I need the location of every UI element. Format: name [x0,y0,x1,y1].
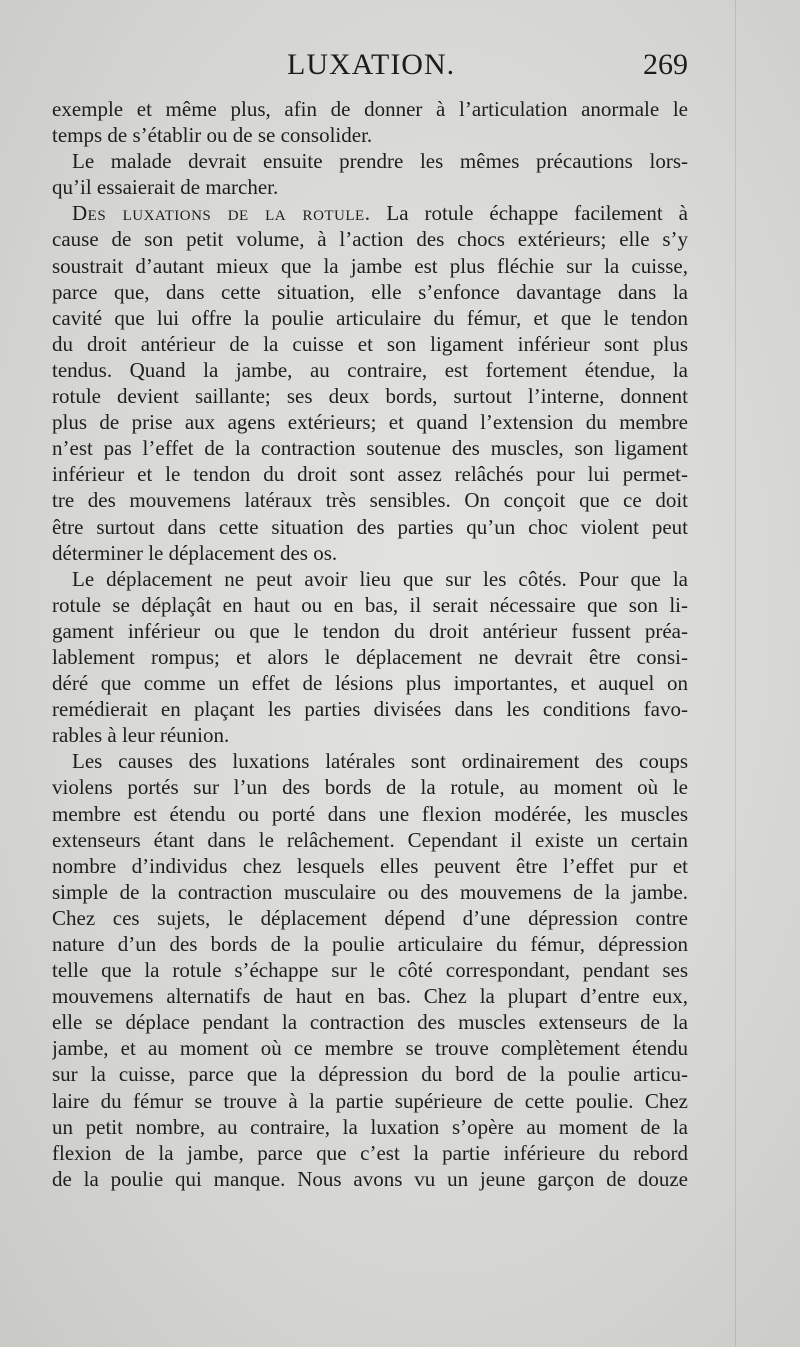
text-line: jambe, et au moment où ce membre se trouve complètement étendu [52,1036,688,1061]
text-line: mouvemens alternatifs de haut en bas. Chez la plupart d’entre eux, [52,984,688,1009]
text-line: extenseurs étant dans le relâchement. Cependant il existe un certain [52,827,688,852]
paragraph [52,748,688,1192]
text-line: qu’il essaierait de marcher. [52,175,279,200]
text-line: cavité que lui offre la poulie articulaire du fémur, et que le tendon [52,305,688,330]
text-line: Le malade devrait ensuite prendre les mêmes précautions lors- [72,149,688,174]
text-line: rotule devient saillante; ses deux bords, surtout l’interne, donnent [52,384,688,409]
paragraph [52,148,688,200]
text-line: elle se déplace pendant la contraction des muscles extenseurs de la [52,1010,688,1035]
text-line: cause de son petit volume, à l’action des chocs extérieurs; elle s’y [52,227,688,252]
text-line: déré que comme un effet de lésions plus importantes, et auquel on [52,671,688,696]
text-line: Le déplacement ne peut avoir lieu que sur les côtés. Pour que la [72,566,688,591]
text-line: laire du fémur se trouve à la partie supérieure de cette poulie. Chez [52,1088,688,1113]
text-line: de la poulie qui manque. Nous avons vu un jeune garçon de douze [52,1166,688,1191]
line-text: La rotule échappe facilement à [370,201,688,226]
text-line: lablement rompus; et alors le déplacement ne devrait être consi- [52,644,688,669]
text-line: Les causes des luxations latérales sont ordinairement des coups [72,749,688,774]
text-line: tendus. Quand la jambe, au contraire, est fortement étendue, la [52,357,688,382]
text-line: soustrait d’autant mieux que la jambe est plus fléchie sur la cuisse, [52,253,688,278]
text-line: flexion de la jambe, parce que c’est la partie inférieure du rebord [52,1140,688,1165]
text-line: du droit antérieur de la cuisse et son ligament inférieur sont plus [52,331,688,356]
text-line: telle que la rotule s’échappe sur le côté correspondant, pendant ses [52,958,688,983]
text-line: déterminer le déplacement des os. [52,540,338,565]
text-line: violens portés sur l’un des bords de la rotule, au moment où le [52,775,688,800]
text-line: tre des mouvemens latéraux très sensibles. On conçoit que ce doit [52,488,688,513]
text-line: membre est étendu ou porté dans une flexion modérée, les muscles [52,801,688,826]
paragraph [52,566,688,749]
text-line: être surtout dans cette situation des parties qu’un choc violent peut [52,514,688,539]
text-line: simple de la contraction musculaire ou des mouvemens de la jambe. [52,879,688,904]
paragraph [52,200,688,565]
body-text [52,96,688,1192]
text-line: gament inférieur ou que le tendon du droit antérieur fussent préa- [52,618,688,643]
text-line: temps de s’établir ou de se consolider. [52,123,373,148]
text-line: inférieur et le tendon du droit sont assez relâchés pour lui permet- [52,462,688,487]
text-line [52,200,688,226]
text-line: rotule se déplaçât en haut ou en bas, il serait nécessaire que son li- [52,592,688,617]
running-head: LUXATION. [287,48,456,81]
paragraph [52,96,688,148]
text-line: sur la cuisse, parce que la dépression du bord de la poulie articu- [52,1062,688,1087]
page-fold-shadow [735,0,736,1347]
text-line: exemple et même plus, afin de donner à l’articulation anormale le [52,97,688,121]
text-line: plus de prise aux agens extérieurs; et quand l’extension du membre [52,410,688,435]
text-line: rables à leur réunion. [52,723,230,748]
text-line: nombre d’individus chez lesquels elles peuvent être l’effet pur et [52,853,688,878]
text-line: un petit nombre, au contraire, la luxation s’opère au moment de la [52,1114,688,1139]
page-header [52,46,688,90]
text-line: n’est pas l’effet de la contraction soutenue des muscles, son ligament [52,436,688,461]
page-number: 269 [643,48,688,81]
text-line: remédierait en plaçant les parties divisées dans les conditions favo- [52,697,688,722]
text-line: Chez ces sujets, le déplacement dépend d’une dépression contre [52,905,688,930]
text-line: parce que, dans cette situation, elle s’enfonce davantage dans la [52,279,688,304]
text-line: nature d’un des bords de la poulie articulaire du fémur, dépression [52,932,688,956]
section-heading: Des luxations de la rotule. [72,201,371,226]
